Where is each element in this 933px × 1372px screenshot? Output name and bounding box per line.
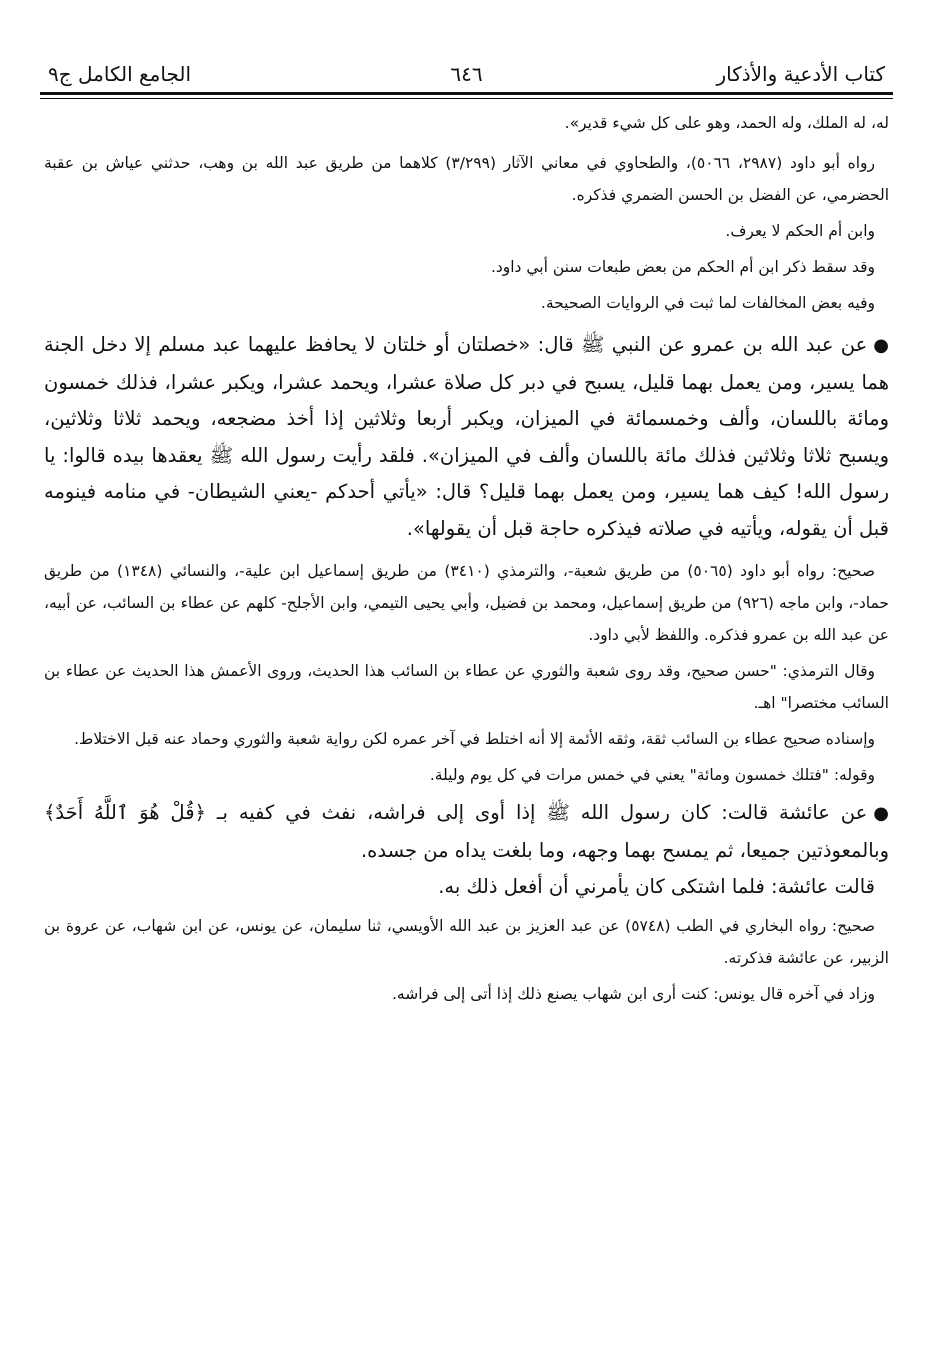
paragraph-narrator-note: وابن أم الحكم لا يعرف. <box>725 222 875 240</box>
paragraph-aisha-said: قالت عائشة: فلما اشتكى كان يأمرني أن أفعل ذلك به. <box>438 875 875 898</box>
book-page <box>40 48 893 1352</box>
paragraph-continuation: له، له الملك، وله الحمد، وهو على كل شيء قدير». <box>564 114 889 132</box>
paragraph-explanation: وقوله: "فتلك خمسون ومائة" يعني في خمس مرات في كل يوم وليلة. <box>429 766 875 784</box>
book-title: كتاب الأدعية والأذكار <box>716 62 885 86</box>
hadith-aisha <box>44 795 889 869</box>
series-title: الجامع الكامل ج٩ <box>48 62 192 86</box>
hadith-text: عن عبد الله بن عمرو عن النبي ﷺ قال: «خصلتان أو خلتان لا يحافظ عليهما عبد مسلم إلا دخل الجنة هما يسير، ومن يعمل بهما قليل، يسبح في دبر كل صلاة عشرا، ويحمد عشرا، ويكبر عشرا، فذلك خمسون ومائة باللسان، وألف وخمسمائة في الميزان، ويكبر أربعا وثلاثين إذا أخذ مضجعه، ويحمد ثلاثا وثلاثين، ويسبح ثلاثا وثلاثين فذلك مائة باللسان وألف في الميزان». فلقد رأيت رسول الله ﷺ يعقدها بيده قالوا: يا رسول الله! كيف هما يسير، ومن يعمل بهما قليل؟ قال: «يأتي أحدكم -يعني الشيطان- في منامه فينومه قبل أن يقوله، ويأتيه في صلاته فيذكره حاجة قبل أن يقولها». <box>44 333 889 540</box>
bullet-icon: ● <box>873 335 889 356</box>
page-body <box>40 99 893 1010</box>
paragraph-isnad-note: وإسناده صحيح عطاء بن السائب ثقة، وثقه الأئمة إلا أنه اختلط في آخر عمره لكن رواية شعبة والثوري وحماد عنه قبل الاختلاط. <box>74 730 875 748</box>
paragraph-bukhari-takhrij: صحيح: رواه البخاري في الطب (٥٧٤٨) عن عبد العزيز بن عبد الله الأويسي، ثنا سليمان، عن يونس، عن ابن شهاب، عن عروة بن الزبير، عن عائشة فذكرته. <box>44 916 889 967</box>
bullet-icon: ● <box>873 803 889 824</box>
paragraph-tirmidhi-quote: وقال الترمذي: "حسن صحيح، وقد روى شعبة والثوري عن عطاء بن السائب هذا الحديث، وروى الأعمش هذا الحديث عن عطاء بن السائب مختصرا" اهـ. <box>44 662 889 712</box>
paragraph-yunus-addition: وزاد في آخره قال يونس: كنت أرى ابن شهاب يصنع ذلك إذا أتى إلى فراشه. <box>392 984 875 1003</box>
page-number: ٦٤٦ <box>450 62 483 86</box>
hadith-text: عن عائشة قالت: كان رسول الله ﷺ إذا أوى إلى فراشه، نفث في كفيه بـ ﴿قُلْ هُوَ ٱللَّهُ أَحَدٌ﴾ وبالمعوذتين جميعا، ثم يمسح بهما وجهه، وما بلغت يداه من جسده. <box>44 801 889 862</box>
paragraph-takhrij-abu-dawud: رواه أبو داود (٢٩٨٧، ٥٠٦٦)، والطحاوي في معاني الآثار (٣/٢٩٩) كلاهما من طريق عبد الله بن وهب، حدثني عياش بن عقبة الحضرمي، عن الفضل بن الحسن الضمري فذكره. <box>44 154 889 204</box>
page-header <box>40 48 893 90</box>
paragraph-edition-note: وقد سقط ذكر ابن أم الحكم من بعض طبعات سنن أبي داود. <box>490 258 875 276</box>
paragraph-sahih-takhrij: صحيح: رواه أبو داود (٥٠٦٥) من طريق شعبة-، والترمذي (٣٤١٠) من طريق إسماعيل ابن علية-، والنسائي (١٣٤٨) من طريق حماد-، وابن ماجه (٩٢٦) من طريق إسماعيل، ومحمد بن فضيل، وأبي يحيى التيمي، وابن الأجلح- كلهم عن عطاء بن السائب، عن أبيه، عن عبد الله بن عمرو فذكره. واللفظ لأبي داود. <box>44 562 889 644</box>
hadith-abdullah-bin-amr <box>44 327 889 547</box>
header-rule-thick <box>40 92 893 95</box>
paragraph-discrepancy-note: وفيه بعض المخالفات لما ثبت في الروايات الصحيحة. <box>540 294 875 312</box>
